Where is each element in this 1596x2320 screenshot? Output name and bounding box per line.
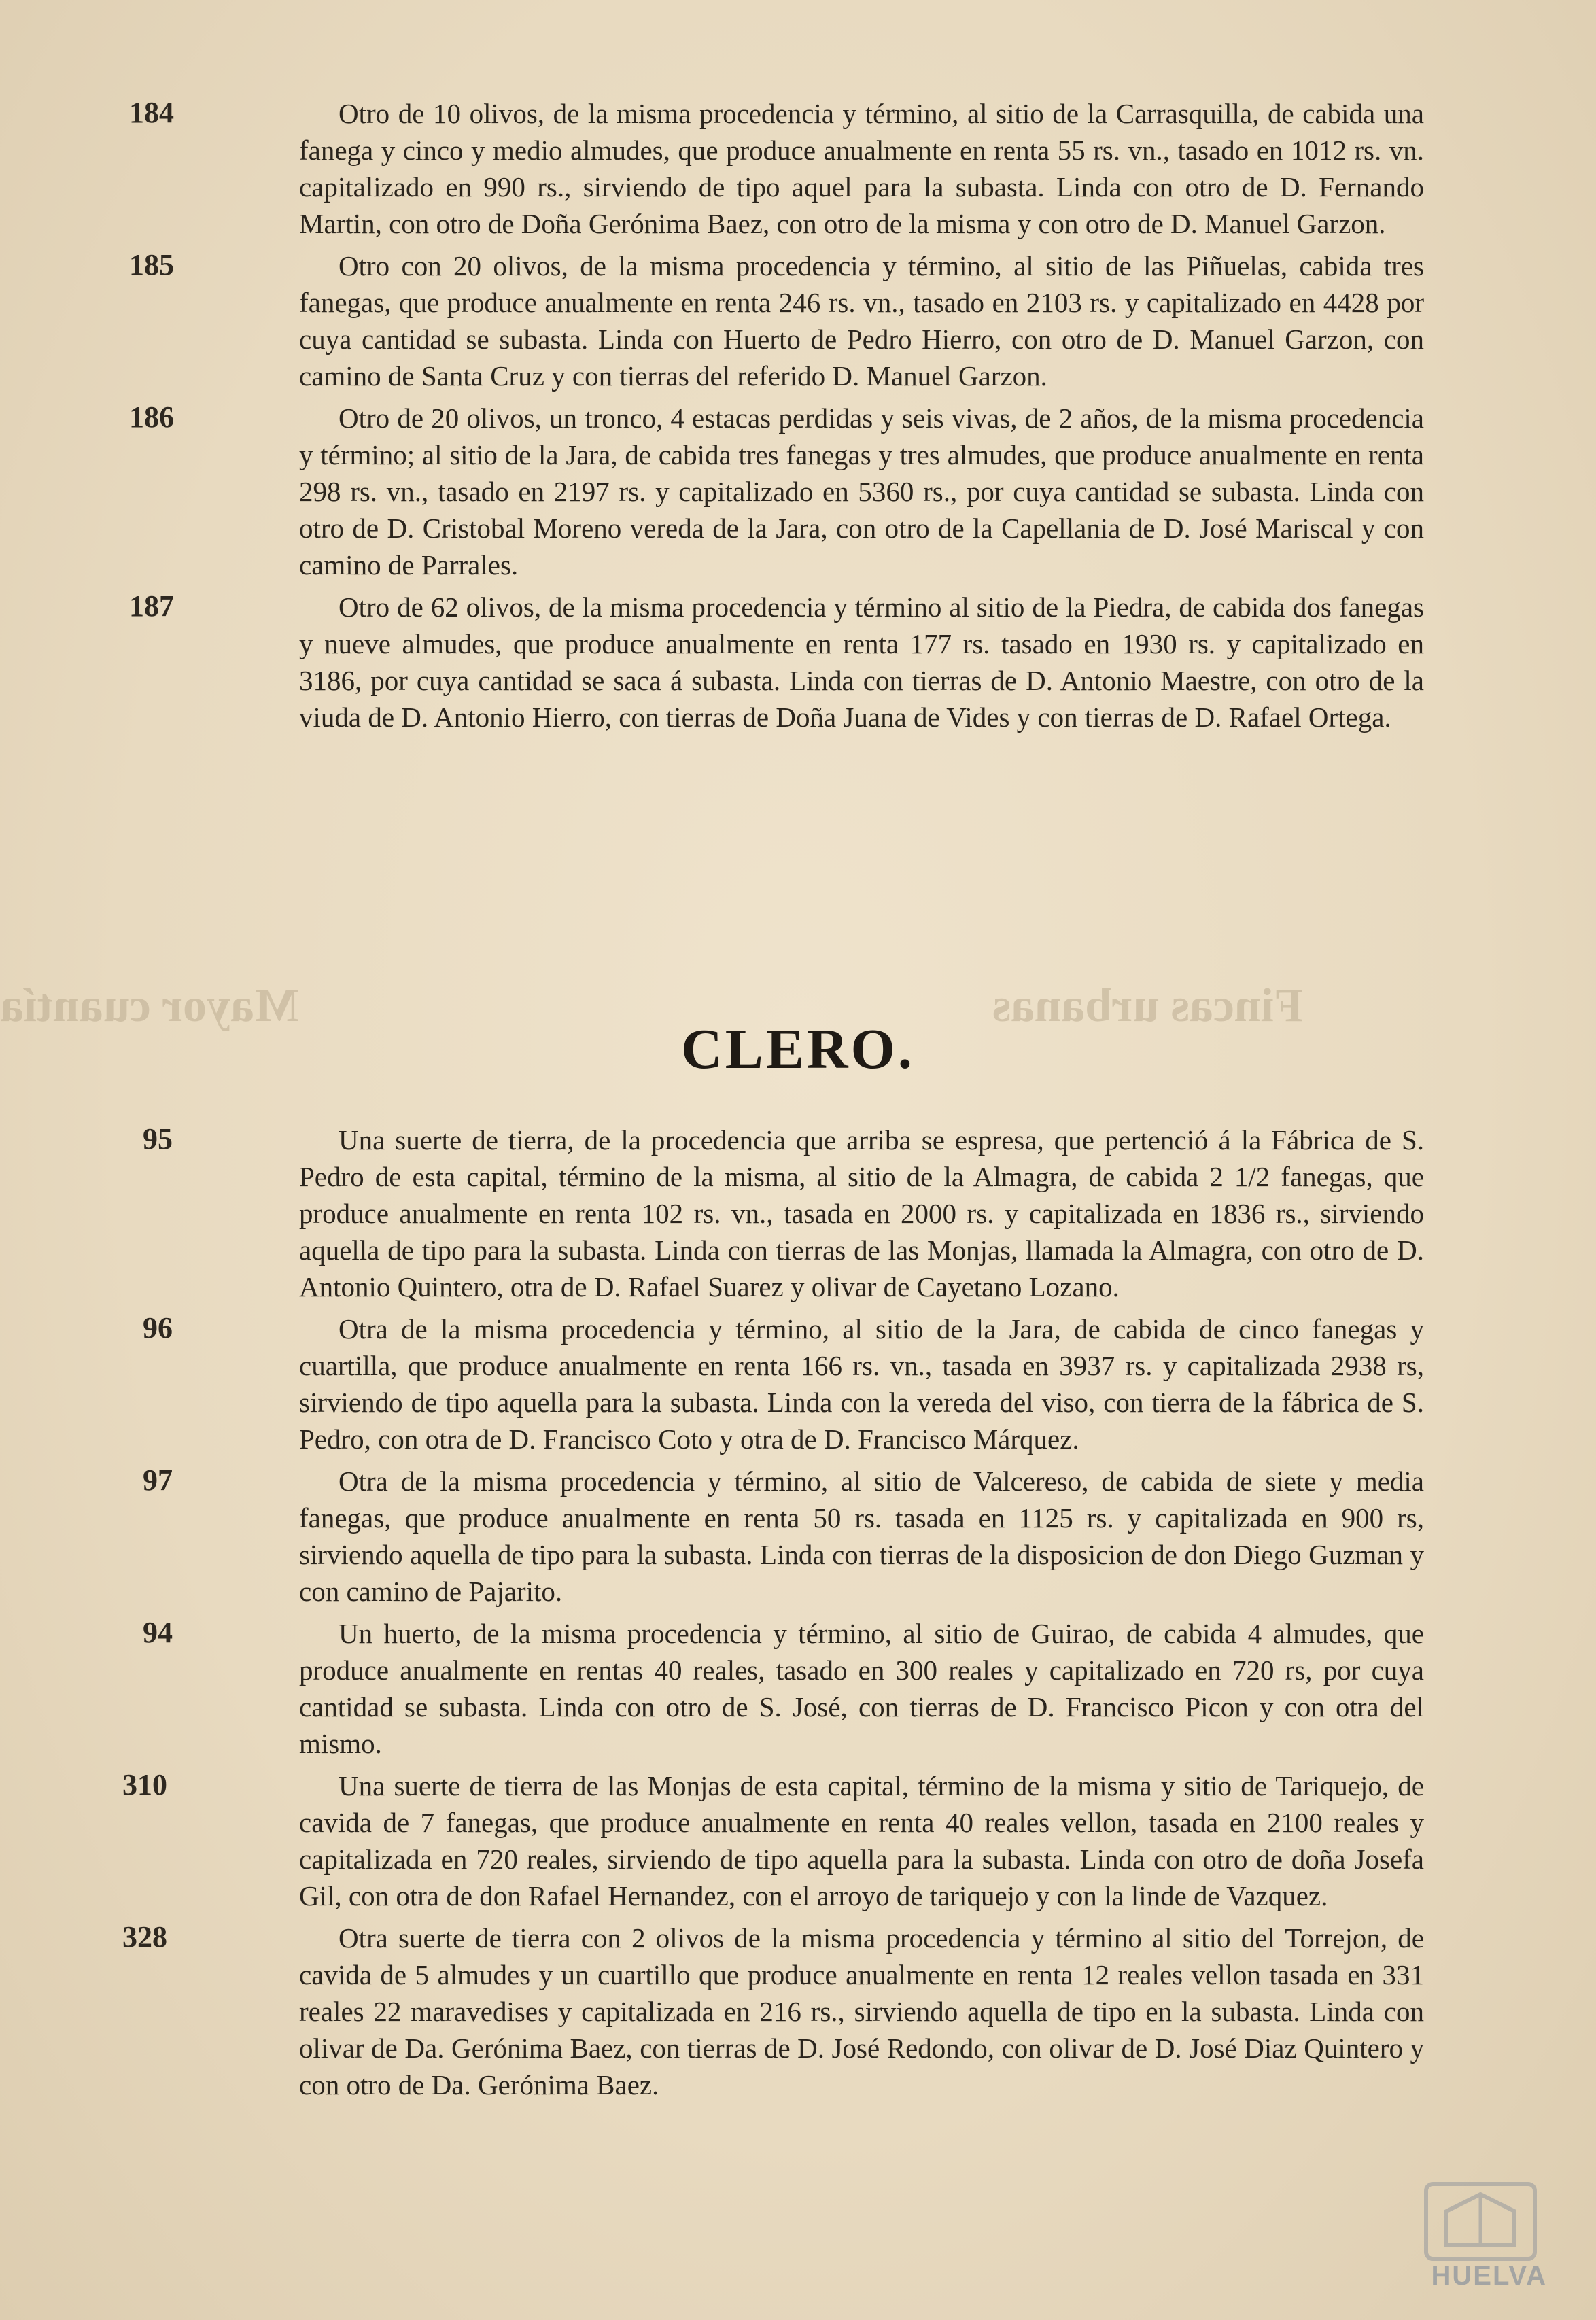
entry-number: 95 (143, 1122, 173, 1156)
entry-number: 310 (122, 1768, 167, 1801)
entry (0, 1767, 1596, 1914)
entry (0, 1122, 1596, 1305)
entry-text: Un huerto, de la misma procedencia y término, al sitio de Guirao, de cabida 4 almudes, que produce anualmente en rentas 40 reales, tasado en 300 reales y capitalizado en 720 rs, por cuya cantidad se subasta. Linda con otro de S. José, con tierras de D. Francisco Picon y con otra del mismo. (299, 1618, 1424, 1759)
bleed-through-text: Fincas urbanas (992, 980, 1304, 1032)
entry-number: 185 (129, 248, 174, 281)
entry-text: Una suerte de tierra, de la procedencia que arriba se espresa, que pertenció á la Fábrica de S. Pedro de esta capital, término de la misma, al sitio de la Almagra, de cabida 2 1/2 fanegas, que produce anualmente en renta 102 rs. vn., tasada en 2000 rs. y capitalizada en 1836 rs., sirviendo aquella de tipo para la subasta. Linda con tierras de las Monjas, llamada la Almagra, con otro de D. Antonio Quintero, otra de D. Rafael Suarez y olivar de Cayetano Lozano. (299, 1124, 1424, 1302)
entry (0, 1311, 1596, 1457)
entry-number: 184 (129, 96, 174, 129)
entry-text: Otro de 62 olivos, de la misma procedencia y término al sitio de la Piedra, de cabida dos fanegas y nueve almudes, que produce anualmente en renta 177 rs. tasado en 1930 rs. y capitalizado en 3186, por cuya cantidad se saca á subasta. Linda con tierras de D. Antonio Maestre, con otro de la viuda de D. Antonio Hierro, con tierras de Doña Juana de Vides y con tierras de D. Rafael Ortega. (299, 591, 1424, 733)
entry-text: Otra de la misma procedencia y término, al sitio de Valcereso, de cabida de siete y media fanegas, que produce anualmente en renta 50 rs. tasada en 1125 rs. y capitalizada en 900 rs, sirviendo aquella de tipo para la subasta. Linda con tierras de la disposicion de don Diego Guzman y con camino de Pajarito. (299, 1466, 1424, 1607)
entry (0, 95, 1596, 242)
entry-text: Otro de 20 olivos, un tronco, 4 estacas perdidas y seis vivas, de 2 años, de la misma procedencia y término; al sitio de la Jara, de cabida tres fanegas y tres almudes, que produce anualmente en renta 298 rs. vn., tasado en 2197 rs. y capitalizado en 5360 rs., por cuya cantidad se subasta. Linda con otro de D. Cristobal Moreno vereda de la Jara, con otro de la Capellania de D. José Mariscal y con camino de Parrales. (299, 402, 1424, 581)
entry-text: Una suerte de tierra de las Monjas de esta capital, término de la misma y sitio de Tariquejo, de cavida de 7 fanegas, que produce anualmente en renta 40 reales vellon, tasada en 2100 reales y capitalizada en 720 reales, sirviendo de tipo aquella para la subasta. Linda con otro de doña Josefa Gil, con otra de don Rafael Hernandez, con el arroyo de tariquejo y con la linde de Vazquez. (299, 1770, 1424, 1911)
entry-number: 97 (143, 1464, 173, 1497)
entry (0, 1463, 1596, 1610)
entry (0, 589, 1596, 735)
entry-text: Otra de la misma procedencia y término, al sitio de la Jara, de cabida de cinco fanegas y cuartilla, que produce anualmente en renta 166 rs. vn., tasada en 3937 rs. y capitalizada 2938 rs, sirviendo de tipo aquella para la subasta. Linda con la vereda del viso, con tierra de la fábrica de S. Pedro, con otra de D. Francisco Coto y otra de D. Francisco Márquez. (299, 1313, 1424, 1455)
watermark-text: HUELVA (1431, 2261, 1547, 2291)
entry (0, 400, 1596, 583)
entry-number: 96 (143, 1311, 173, 1345)
bleed-through-text: Mayor cuantía (0, 980, 300, 1032)
entry-number: 328 (122, 1920, 167, 1954)
entry-text: Otra suerte de tierra con 2 olivos de la misma procedencia y término al sitio del Torrejon, de cavida de 5 almudes y un cuartillo que produce anualmente en renta 12 reales vellon tasada en 331 reales 22 maravedises y capitalizada en 216 rs., sirviendo aquella de tipo en la subasta. Linda con olivar de Da. Gerónima Baez, con tierras de D. José Redondo, con olivar de D. José Diaz Quintero y con otro de Da. Gerónima Baez. (299, 1922, 1424, 2100)
entry-number: 94 (143, 1616, 173, 1649)
entries-group-2 (0, 1122, 1596, 2109)
entry-number: 187 (129, 589, 174, 623)
entry-text: Otro con 20 olivos, de la misma procedencia y término, al sitio de las Piñuelas, cabida tres fanegas, que produce anualmente en renta 246 rs. vn., tasado en 2103 rs. y capitalizado en 4428 por cuya cantidad se subasta. Linda con Huerto de Pedro Hierro, con otro de D. Manuel Garzon, con camino de Santa Cruz y con tierras del referido D. Manuel Garzon. (299, 250, 1424, 392)
entry-text: Otro de 10 olivos, de la misma procedencia y término, al sitio de la Carrasquilla, de cabida una fanega y cinco y medio almudes, que produce anualmente en renta 55 rs. vn., tasado en 1012 rs. vn. capitalizado en 990 rs., sirviendo de tipo aquel para la subasta. Linda con otro de D. Fernando Martin, con otro de Doña Gerónima Baez, con otro de la misma y con otro de D. Manuel Garzon. (299, 98, 1424, 239)
entry (0, 1920, 1596, 2103)
entry (0, 1615, 1596, 1762)
section-heading: CLERO. (681, 1018, 915, 1081)
entry-number: 186 (129, 400, 174, 434)
entries-group-1 (0, 95, 1596, 741)
entry (0, 247, 1596, 394)
